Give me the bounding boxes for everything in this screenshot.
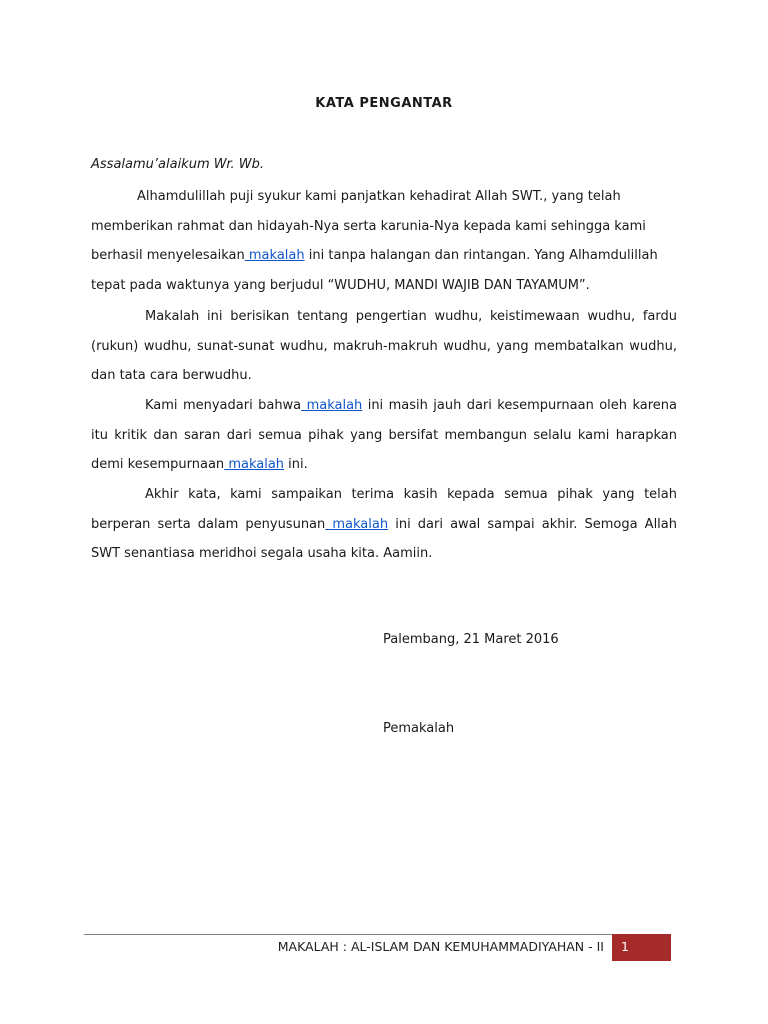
page-number-badge: 1 xyxy=(612,934,671,961)
paragraph-4-text-a: Akhir kata, kami sampaikan terima kasih kepada semua pihak yang telah berperan serta dalam penyusunan xyxy=(91,487,677,532)
paragraph-1-text-b: ini tanpa halangan dan rintangan. Yang Alhamdulillah tepat pada waktunya yang berjudul “WUDHU, MANDI WAJIB DAN TAYAMUM”. xyxy=(91,248,658,293)
makalah-link-2[interactable]: makalah xyxy=(301,398,363,413)
makalah-link-3[interactable]: makalah xyxy=(224,457,285,473)
paragraph-1-text-a: Alhamdulillah puji syukur kami panjatkan kehadirat Allah SWT., yang telah memberikan rahmat dan hidayah-Nya serta karunia-Nya kepada kami sehingga kami berhasil menyelesaikan xyxy=(91,189,646,264)
page-title: KATA PENGANTAR xyxy=(315,96,453,111)
footer-divider xyxy=(84,934,612,935)
place-date: Palembang, 21 Maret 2016 xyxy=(383,632,559,647)
makalah-link-1[interactable]: makalah xyxy=(244,248,305,264)
makalah-link-4[interactable]: makalah xyxy=(325,516,389,532)
paragraph-2: Makalah ini berisikan tentang pengertian wudhu, keistimewaan wudhu, fardu (rukun) wudhu, sunat-sunat wudhu, makruh-makruh wudhu, yang membatalkan wudhu, dan tata cara berwudhu. xyxy=(91,309,677,384)
paragraph-3-text-c: ini. xyxy=(284,457,308,473)
paragraph-4-text-b: ini dari awal sampai akhir. Semoga Allah SWT senantiasa meridhoi segala usaha kita. Aamiin. xyxy=(91,516,678,562)
paragraph-3-text-b: ini masih jauh dari kesempurnaan oleh karena itu kritik dan saran dari semua pihak yang bersifat membangun selalu kami harapkan demi kesempurnaan xyxy=(91,398,677,473)
paragraph-4 xyxy=(91,480,677,569)
author-signature: Pemakalah xyxy=(383,721,455,736)
greeting: Assalamu’alaikum Wr. Wb. xyxy=(91,157,265,172)
paragraph-3-text-a: Kami menyadari bahwa xyxy=(145,398,302,413)
footer-title: MAKALAH : AL-ISLAM DAN KEMUHAMMADIYAHAN - II xyxy=(277,939,604,954)
paragraph-3 xyxy=(91,391,677,480)
paragraph-1 xyxy=(91,182,677,300)
